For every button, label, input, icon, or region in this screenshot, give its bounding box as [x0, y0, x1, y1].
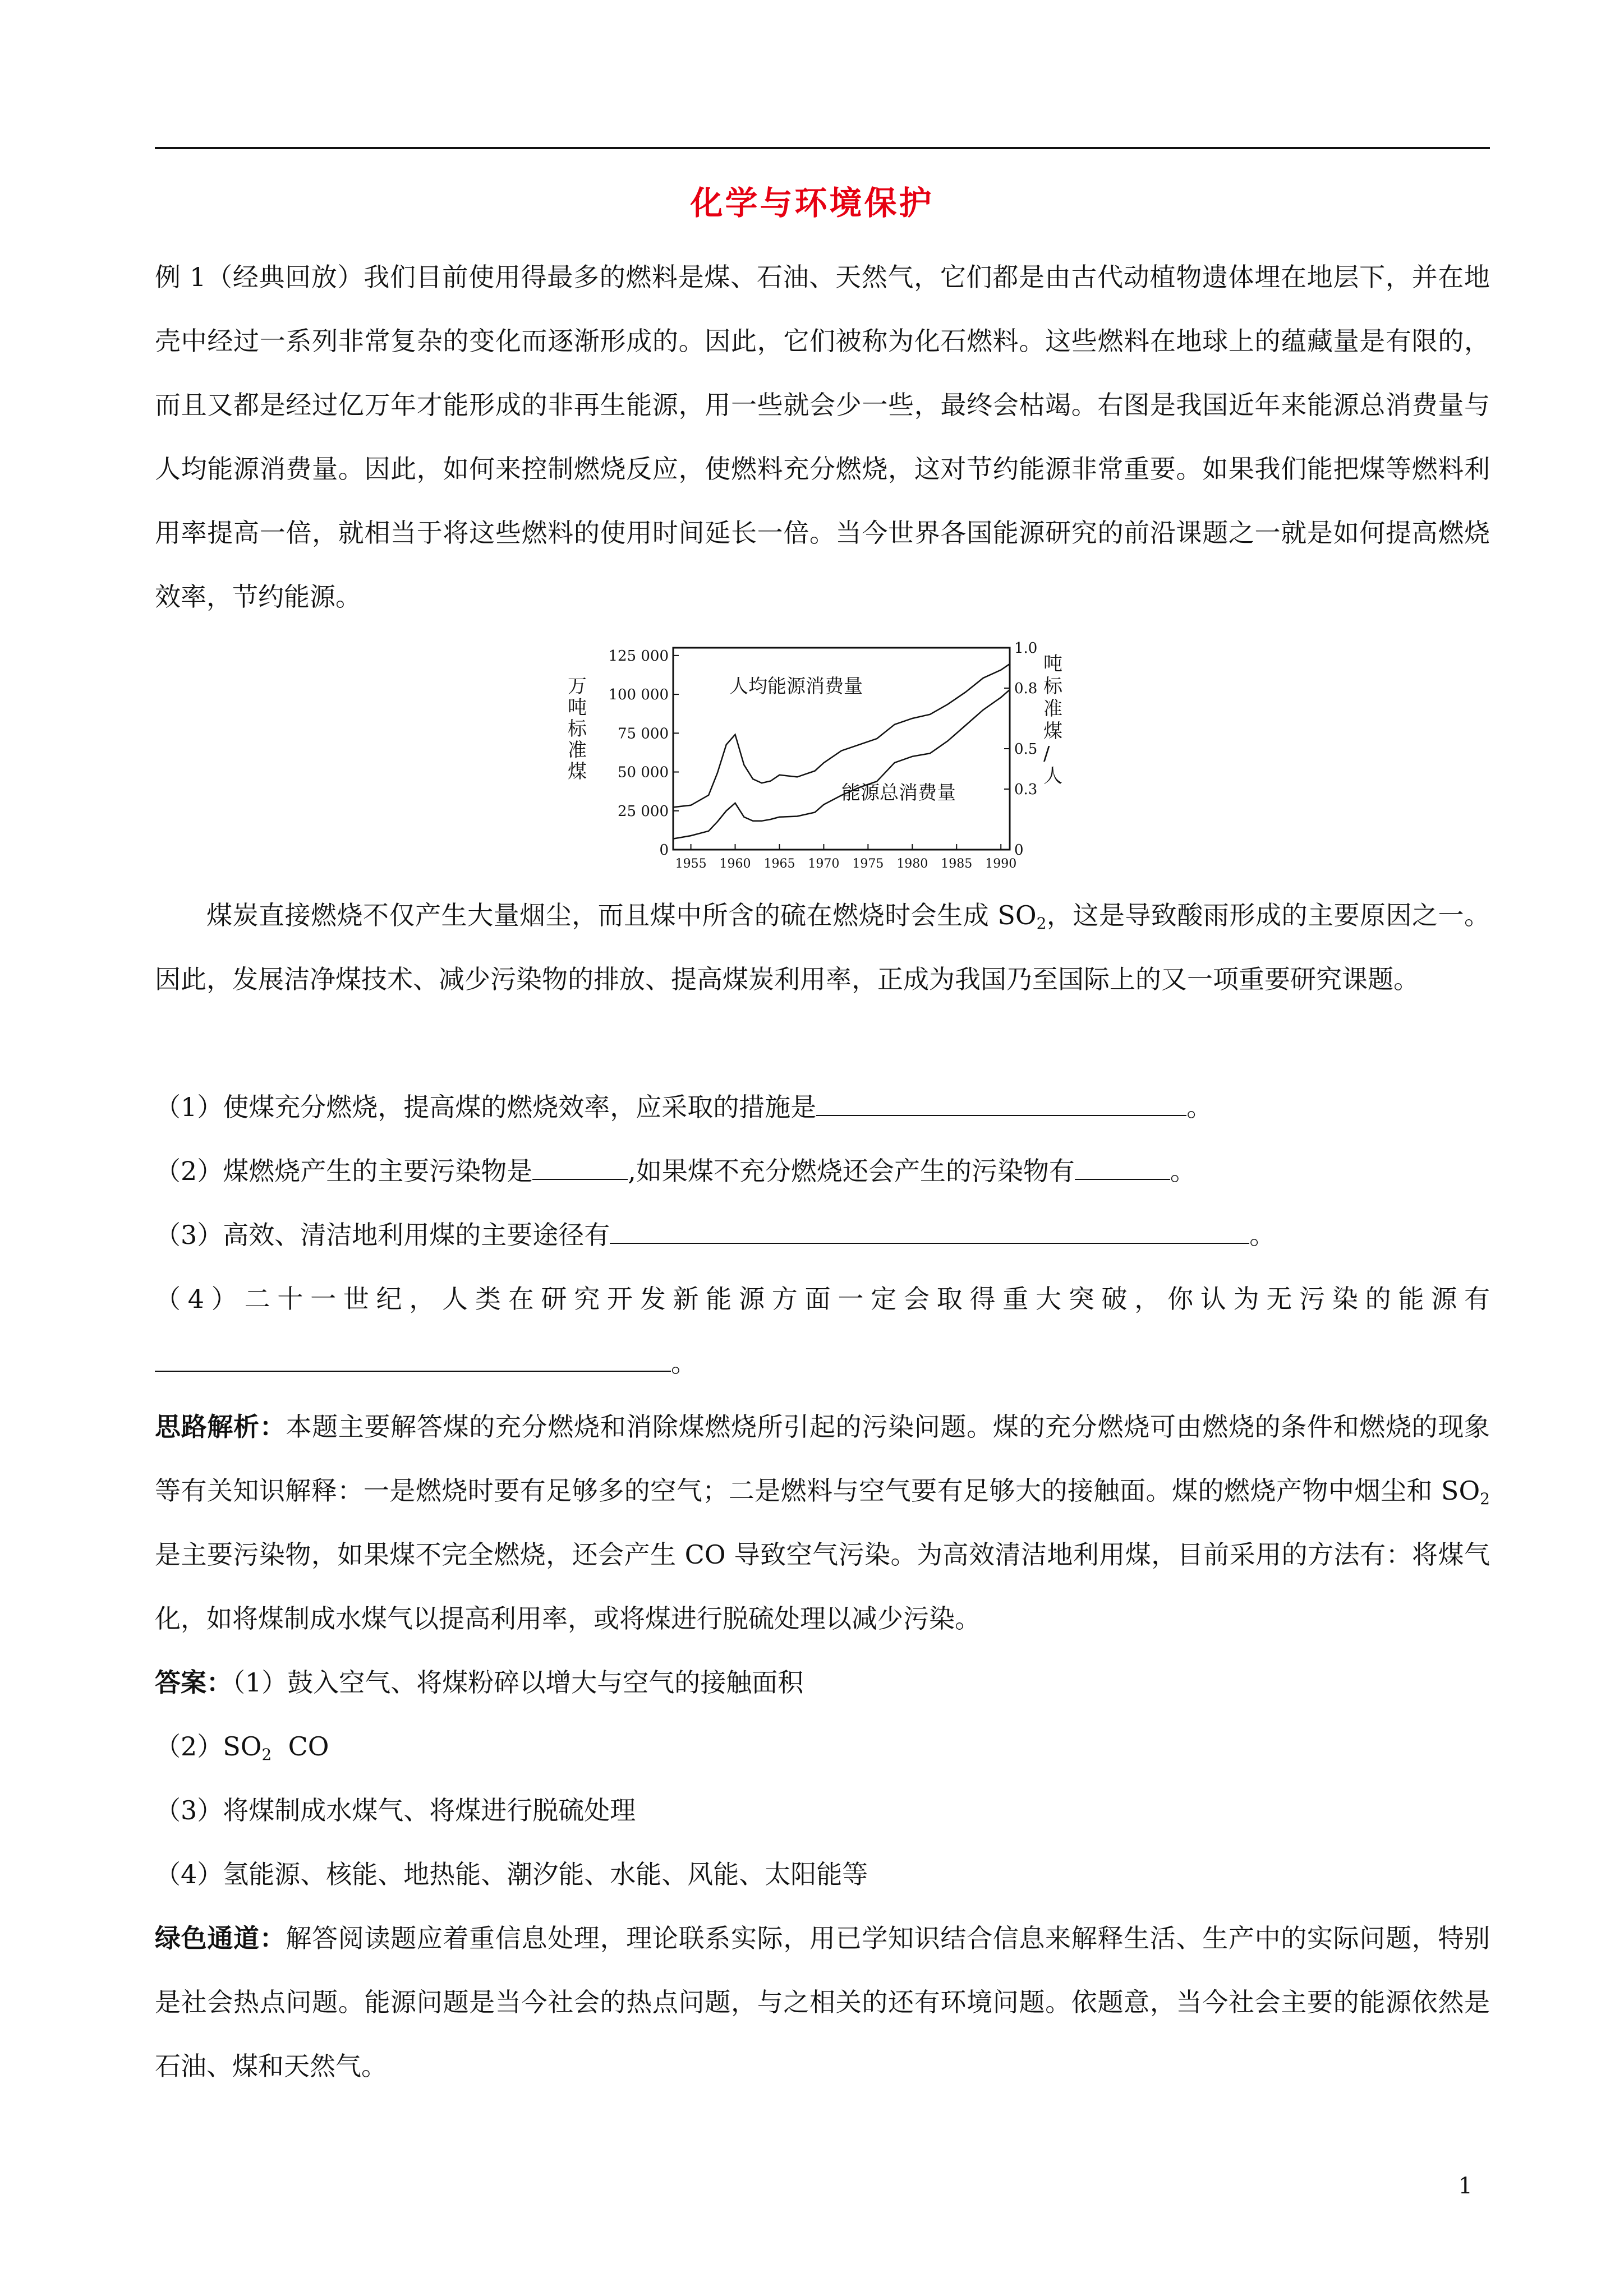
analysis-paragraph	[155, 1395, 1490, 1650]
answer-1-text: （1）鼓入空气、将煤粉碎以增大与空气的接触面积	[232, 1667, 804, 1698]
analysis-block	[155, 1395, 1490, 1650]
x-tick-label: 1965	[763, 857, 795, 871]
y-right-axis-title-char: /	[1043, 743, 1050, 765]
page-title: 化学与环境保护	[690, 184, 934, 222]
header-rule	[155, 147, 1490, 149]
question-4-answer-line	[155, 1331, 1490, 1395]
y-right-tick-label: 0.8	[1014, 680, 1038, 697]
y-right-axis-title-char: 吨	[1043, 653, 1062, 675]
paragraph-2-text-b: ，这是导致酸雨形成的主要原因之一。因此，发展洁净煤技术、减少污染物的排放、提高煤炭利用率，正成为我国乃至国际上的又一项重要研究课题。	[155, 900, 1490, 994]
energy-chart	[561, 631, 1066, 883]
answer-2-sub: 2	[261, 1745, 272, 1764]
question-4-blank	[155, 1343, 671, 1372]
green-channel-text: 解答阅读题应着重信息处理，理论联系实际，用已学知识结合信息来解释生活、生产中的实际问题，特别是社会热点问题。能源问题是当今社会的热点问题，与之相关的还有环境问题。依题意，当今社会主要的能源依然是石油、煤和天然气。	[155, 1923, 1490, 2081]
y-right-axis-title-char: 标	[1043, 675, 1062, 698]
green-channel-paragraph	[155, 1906, 1490, 2098]
question-3-blank	[610, 1215, 1249, 1244]
green-channel-block	[155, 1906, 1490, 2098]
energy-chart-svg	[561, 631, 1066, 883]
y-right-tick-label: 0.3	[1014, 781, 1038, 798]
y-right-axis-title-char: 人	[1043, 765, 1062, 787]
y-left-axis-title-char: 标	[568, 718, 587, 740]
y-right-tick-label: 0	[1014, 842, 1024, 859]
y-right-axis-title-char: 准	[1043, 698, 1062, 720]
green-channel-label: 绿色通道：	[155, 1923, 286, 1953]
question-4-end: 。	[671, 1348, 697, 1378]
y-left-tick-label: 100 000	[608, 686, 669, 704]
answer-label: 答案：	[155, 1667, 232, 1698]
y-left-tick-label: 0	[659, 842, 669, 859]
y-left-axis-title-char: 吨	[568, 697, 587, 719]
y-left-axis-title-char: 煤	[568, 760, 587, 783]
question-2-blank-a	[532, 1151, 628, 1180]
analysis-text-a: 本题主要解答煤的充分燃烧和消除煤燃烧所引起的污染问题。煤的充分燃烧可由燃烧的条件和燃烧的现象等有关知识解释：一是燃烧时要有足够多的空气；二是燃料与空气要有足够大的接触面。煤的燃烧产物中烟尘和 SO	[155, 1412, 1490, 1506]
y-right-tick-label: 0.5	[1014, 741, 1038, 758]
answer-block	[155, 1650, 1490, 1906]
intro-paragraph: 例 1（经典回放）我们目前使用得最多的燃料是煤、石油、天然气，它们都是由古代动植物遗体埋在地层下，并在地壳中经过一系列非常复杂的变化而逐渐形成的。因此，它们被称为化石燃料。这些燃料在地球上的蕴藏量是有限的，而且又都是经过亿万年才能形成的非再生能源，用一些就会少一些，最终会枯竭。右图是我国近年来能源总消费量与人均能源消费量。因此，如何来控制燃烧反应，使燃料充分燃烧，这对节约能源非常重要。如果我们能把煤等燃料利用率提高一倍，就相当于将这些燃料的使用时间延长一倍。当今世界各国能源研究的前沿课题之一就是如何提高燃烧效率，节约能源。	[155, 262, 1490, 612]
question-1-text: （1）使煤充分燃烧，提高煤的燃烧效率，应采取的措施是	[155, 1092, 817, 1122]
question-2-end: 。	[1170, 1156, 1196, 1186]
questions-block	[155, 1075, 1490, 1395]
series-label: 能源总消费量	[841, 782, 956, 804]
answer-2	[155, 1714, 1490, 1778]
analysis-text-b: 是主要污染物，如果煤不完全燃烧，还会产生 CO 导致空气污染。为高效清洁地利用煤，目前采用的方法有：将煤气化，如将煤制成水煤气以提高利用率，或将煤进行脱硫处理以减少污染。	[155, 1539, 1490, 1634]
paragraph-2-text-a: 煤炭直接燃烧不仅产生大量烟尘，而且煤中所含的硫在燃烧时会生成 SO	[206, 900, 1037, 930]
y-left-tick-label: 25 000	[618, 803, 669, 820]
y-left-axis-title-char: 准	[568, 739, 587, 762]
y-left-tick-label: 50 000	[618, 764, 669, 781]
page-number: 1	[1458, 2173, 1473, 2199]
y-left-tick-label: 125 000	[608, 647, 669, 665]
y-right-tick-label: 1.0	[1014, 640, 1038, 657]
question-4: （4）二十一世纪，人类在研究开发新能源方面一定会取得重大突破，你认为无污染的能源有	[155, 1284, 1490, 1314]
intro-block	[155, 245, 1490, 629]
x-tick-label: 1960	[719, 857, 751, 871]
answer-4: （4）氢能源、核能、地热能、潮汐能、水能、风能、太阳能等	[155, 1859, 868, 1889]
question-1-end: 。	[1186, 1092, 1213, 1122]
x-tick-label: 1975	[852, 857, 884, 871]
question-3	[155, 1203, 1490, 1267]
series-line	[673, 690, 1010, 839]
paragraph-2-block	[155, 883, 1490, 1011]
question-2-blank-b	[1075, 1151, 1170, 1180]
x-tick-label: 1990	[985, 857, 1017, 871]
x-tick-label: 1970	[808, 857, 840, 871]
y-right-axis-title-char: 煤	[1043, 720, 1062, 743]
question-1	[155, 1075, 1490, 1139]
question-2	[155, 1139, 1490, 1203]
analysis-sub: 2	[1480, 1490, 1490, 1508]
answer-3: （3）将煤制成水煤气、将煤进行脱硫处理	[155, 1795, 636, 1825]
series-label: 人均能源消费量	[729, 675, 863, 698]
question-1-blank	[816, 1087, 1186, 1116]
question-2-text-a: （2）煤燃烧产生的主要污染物是	[155, 1156, 533, 1186]
answer-2-text-b: CO	[272, 1731, 329, 1762]
x-tick-label: 1955	[675, 857, 707, 871]
question-2-text-b: ,如果煤不充分燃烧还会产生的污染物有	[628, 1156, 1075, 1186]
x-tick-label: 1980	[896, 857, 928, 871]
paragraph-2-sub: 2	[1036, 914, 1047, 933]
analysis-label: 思路解析：	[155, 1412, 286, 1442]
x-tick-label: 1985	[941, 857, 973, 871]
y-left-axis-title-char: 万	[568, 675, 587, 698]
answer-2-text-a: （2）SO	[155, 1731, 262, 1762]
answer-1	[155, 1650, 1490, 1714]
question-3-end: 。	[1249, 1220, 1276, 1250]
paragraph-2	[155, 883, 1490, 1011]
question-3-text: （3）高效、清洁地利用煤的主要途径有	[155, 1220, 610, 1250]
y-left-tick-label: 75 000	[618, 725, 669, 743]
